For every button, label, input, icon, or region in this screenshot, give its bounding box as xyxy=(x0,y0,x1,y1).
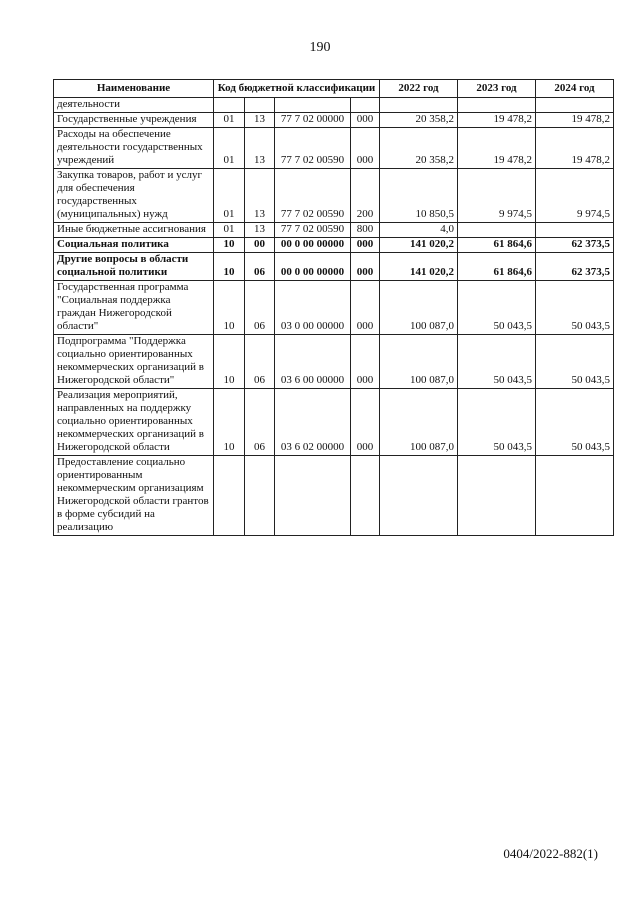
code-expense-type-cell xyxy=(351,98,380,113)
value-2024-cell: 50 043,5 xyxy=(536,389,614,456)
code-expense-type-cell: 000 xyxy=(351,238,380,253)
header-2022: 2022 год xyxy=(380,80,458,98)
code-expense-type-cell: 000 xyxy=(351,253,380,281)
value-2024-cell: 19 478,2 xyxy=(536,128,614,169)
table-body xyxy=(54,98,614,536)
code-subsection-cell: 00 xyxy=(245,238,275,253)
header-2023: 2023 год xyxy=(458,80,536,98)
value-2022-cell: 20 358,2 xyxy=(380,128,458,169)
code-section-cell: 10 xyxy=(214,281,245,335)
value-2022-cell xyxy=(380,456,458,536)
value-2024-cell: 19 478,2 xyxy=(536,113,614,128)
code-target-cell: 77 7 02 00590 xyxy=(275,169,351,223)
row-name-cell: Закупка товаров, работ и услуг для обеспечения государственных (муниципальных) нужд xyxy=(54,169,214,223)
row-name-cell: Государственные учреждения xyxy=(54,113,214,128)
code-section-cell: 01 xyxy=(214,223,245,238)
code-expense-type-cell: 000 xyxy=(351,335,380,389)
table-row xyxy=(54,335,614,389)
code-target-cell: 00 0 00 00000 xyxy=(275,253,351,281)
code-subsection-cell: 06 xyxy=(245,335,275,389)
value-2024-cell xyxy=(536,456,614,536)
code-subsection-cell: 13 xyxy=(245,128,275,169)
table-row xyxy=(54,128,614,169)
value-2023-cell: 50 043,5 xyxy=(458,335,536,389)
value-2024-cell: 50 043,5 xyxy=(536,335,614,389)
value-2023-cell xyxy=(458,223,536,238)
code-section-cell xyxy=(214,456,245,536)
table-row xyxy=(54,113,614,128)
header-2024: 2024 год xyxy=(536,80,614,98)
code-section-cell: 01 xyxy=(214,128,245,169)
value-2024-cell: 9 974,5 xyxy=(536,169,614,223)
row-name-cell: Социальная политика xyxy=(54,238,214,253)
code-subsection-cell xyxy=(245,456,275,536)
table-row xyxy=(54,456,614,536)
code-subsection-cell xyxy=(245,98,275,113)
value-2023-cell xyxy=(458,98,536,113)
value-2022-cell: 4,0 xyxy=(380,223,458,238)
header-code: Код бюджетной классификации xyxy=(214,80,380,98)
code-section-cell: 01 xyxy=(214,169,245,223)
table-row xyxy=(54,281,614,335)
table-row xyxy=(54,389,614,456)
value-2022-cell: 100 087,0 xyxy=(380,281,458,335)
value-2024-cell xyxy=(536,98,614,113)
row-name-cell: Реализация мероприятий, направленных на поддержку социально ориентированных некоммерческих организаций в Нижегородской области xyxy=(54,389,214,456)
code-subsection-cell: 06 xyxy=(245,281,275,335)
value-2024-cell xyxy=(536,223,614,238)
code-subsection-cell: 06 xyxy=(245,253,275,281)
value-2022-cell xyxy=(380,98,458,113)
value-2022-cell: 100 087,0 xyxy=(380,335,458,389)
code-section-cell: 10 xyxy=(214,253,245,281)
table-row xyxy=(54,98,614,113)
code-section-cell: 10 xyxy=(214,335,245,389)
table-row xyxy=(54,223,614,238)
document-code: 0404/2022-882(1) xyxy=(503,846,598,861)
code-expense-type-cell: 000 xyxy=(351,113,380,128)
page-number: 190 xyxy=(309,40,331,55)
code-expense-type-cell: 200 xyxy=(351,169,380,223)
code-subsection-cell: 13 xyxy=(245,113,275,128)
value-2023-cell xyxy=(458,456,536,536)
table-row xyxy=(54,238,614,253)
code-expense-type-cell: 800 xyxy=(351,223,380,238)
code-expense-type-cell: 000 xyxy=(351,281,380,335)
code-subsection-cell: 13 xyxy=(245,223,275,238)
code-target-cell: 77 7 02 00590 xyxy=(275,223,351,238)
code-expense-type-cell: 000 xyxy=(351,389,380,456)
code-subsection-cell: 06 xyxy=(245,389,275,456)
budget-table xyxy=(53,79,614,536)
value-2024-cell: 62 373,5 xyxy=(536,238,614,253)
code-target-cell: 77 7 02 00590 xyxy=(275,128,351,169)
row-name-cell: Другие вопросы в области социальной политики xyxy=(54,253,214,281)
header-name: Наименование xyxy=(54,80,214,98)
code-section-cell: 10 xyxy=(214,389,245,456)
code-section-cell: 01 xyxy=(214,113,245,128)
value-2023-cell: 61 864,6 xyxy=(458,253,536,281)
value-2022-cell: 141 020,2 xyxy=(380,253,458,281)
code-target-cell: 03 6 00 00000 xyxy=(275,335,351,389)
value-2023-cell: 19 478,2 xyxy=(458,128,536,169)
value-2024-cell: 50 043,5 xyxy=(536,281,614,335)
code-expense-type-cell: 000 xyxy=(351,128,380,169)
code-section-cell xyxy=(214,98,245,113)
value-2022-cell: 100 087,0 xyxy=(380,389,458,456)
value-2022-cell: 10 850,5 xyxy=(380,169,458,223)
row-name-cell: деятельности xyxy=(54,98,214,113)
code-target-cell: 00 0 00 00000 xyxy=(275,238,351,253)
table-row xyxy=(54,169,614,223)
value-2023-cell: 50 043,5 xyxy=(458,281,536,335)
row-name-cell: Иные бюджетные ассигнования xyxy=(54,223,214,238)
code-target-cell: 77 7 02 00000 xyxy=(275,113,351,128)
row-name-cell: Предоставление социально ориентированным некоммерческим организациям Нижегородской области грантов в форме субсидий на реализацию xyxy=(54,456,214,536)
row-name-cell: Государственная программа "Социальная поддержка граждан Нижегородской области" xyxy=(54,281,214,335)
table-header-row xyxy=(54,80,614,98)
row-name-cell: Подпрограмма "Поддержка социально ориентированных некоммерческих организаций в Нижегородской области" xyxy=(54,335,214,389)
value-2023-cell: 50 043,5 xyxy=(458,389,536,456)
code-target-cell: 03 0 00 00000 xyxy=(275,281,351,335)
row-name-cell: Расходы на обеспечение деятельности государственных учреждений xyxy=(54,128,214,169)
value-2024-cell: 62 373,5 xyxy=(536,253,614,281)
value-2023-cell: 61 864,6 xyxy=(458,238,536,253)
code-target-cell: 03 6 02 00000 xyxy=(275,389,351,456)
code-subsection-cell: 13 xyxy=(245,169,275,223)
code-section-cell: 10 xyxy=(214,238,245,253)
table-row xyxy=(54,253,614,281)
value-2022-cell: 20 358,2 xyxy=(380,113,458,128)
value-2022-cell: 141 020,2 xyxy=(380,238,458,253)
value-2023-cell: 9 974,5 xyxy=(458,169,536,223)
code-target-cell xyxy=(275,456,351,536)
code-target-cell xyxy=(275,98,351,113)
value-2023-cell: 19 478,2 xyxy=(458,113,536,128)
code-expense-type-cell xyxy=(351,456,380,536)
